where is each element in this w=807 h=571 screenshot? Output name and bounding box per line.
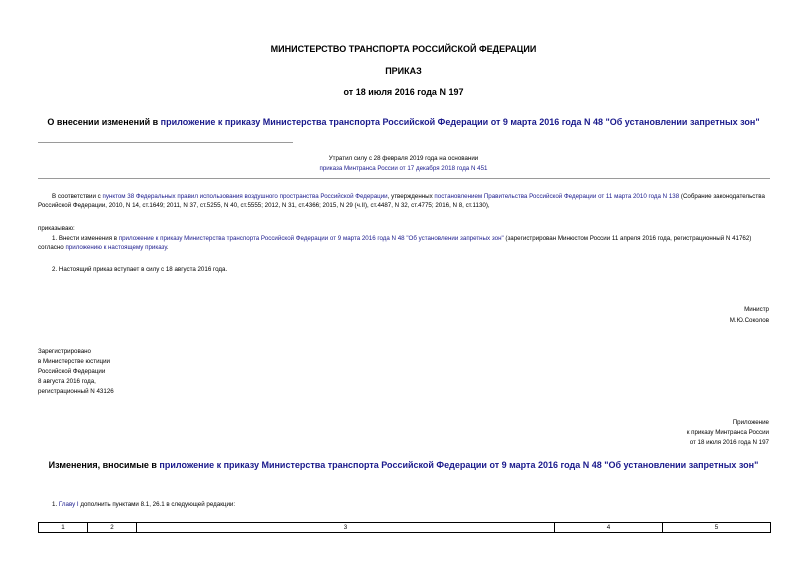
registration-line-4: 8 августа 2016 года,: [38, 378, 96, 385]
preamble-text-1: В соответствии с: [52, 193, 103, 200]
doc-date-number: от 18 июля 2016 года N 197: [343, 87, 464, 97]
table-header-cell: 2: [88, 523, 137, 533]
doc-type-heading: ПРИКАЗ: [385, 66, 422, 76]
appendix-ref-line-2: к приказу Минтранса России: [686, 429, 769, 436]
change-item-1: [52, 500, 235, 509]
table-header-row: [39, 523, 771, 533]
preamble-paragraph: [38, 192, 770, 210]
item-1-link-attachment[interactable]: приложению к настоящему приказу: [65, 244, 167, 251]
change-item-1-link[interactable]: Главу I: [58, 501, 79, 508]
signature-position: Министр: [744, 306, 769, 313]
registration-line-1: Зарегистрировано: [38, 348, 91, 355]
registration-line-3: Российской Федерации: [38, 368, 106, 375]
doc-title: [0, 117, 807, 128]
preamble-text-2: , утвержденных: [387, 193, 435, 200]
status-line: Утратил силу с 28 февраля 2019 года на основании: [328, 155, 479, 162]
item-1-link-appendix[interactable]: приложение к приказу Министерства транспорта Российской Федерации от 9 марта 2016 года N 48 "Об установлении запретных зон": [118, 235, 504, 242]
preamble-text-3: (Собрание законодательства Российской Федерации, 2010, N 14, ст.1649; 2011, N 37, ст.5255, N 40, ст.5555; 2012, N 31, ст.4366; 2015, N 29 (ч.II), ст.4487, N 32, ст.4775; 2016, N 8, ст.1130),: [38, 193, 765, 209]
table-header-cell: 5: [663, 523, 771, 533]
table-header-cell: 1: [39, 523, 88, 533]
item-1-text-3: .: [166, 244, 169, 251]
status-rule-bottom: [38, 178, 770, 179]
ministry-heading: МИНИСТЕРСТВО ТРАНСПОРТА РОССИЙСКОЙ ФЕДЕРАЦИИ: [270, 44, 537, 54]
status-rule-top: [38, 142, 293, 143]
table-header-cell: 4: [555, 523, 663, 533]
item-1-text-1: 1. Внести изменения в: [52, 235, 119, 242]
changes-title: [0, 460, 807, 471]
item-1-text-2: (зарегистрирован Минюстом России 11 апреля 2016 года, регистрационный N 41762) согласно: [38, 235, 752, 251]
item-1: [38, 234, 770, 252]
signature-name: М.Ю.Соколов: [729, 317, 769, 324]
registration-line-5: регистрационный N 43126: [38, 388, 114, 395]
changes-table: [38, 522, 771, 533]
doc-title-link[interactable]: приложение к приказу Министерства транспорта Российской Федерации от 9 марта 2016 года N 48 "Об установлении запретных зон": [160, 117, 760, 127]
preamble-link-decree[interactable]: постановлением Правительства Российской Федерации от 11 марта 2010 года N 138: [434, 193, 680, 200]
order-word: приказываю:: [38, 225, 75, 232]
status-link[interactable]: приказа Минтранса России от 17 декабря 2018 года N 451: [319, 165, 488, 172]
changes-title-prefix: Изменения, вносимые в: [48, 460, 160, 470]
registration-line-2: в Министерстве юстиции: [38, 358, 111, 365]
appendix-ref-line-1: Приложение: [732, 419, 769, 426]
change-item-1-text-1: 1.: [52, 501, 59, 508]
changes-title-link[interactable]: приложение к приказу Министерства транспорта Российской Федерации от 9 марта 2016 года N 48 "Об установлении запретных зон": [159, 460, 759, 470]
change-item-1-text-2: дополнить пунктами 8.1, 26.1 в следующей редакции:: [78, 501, 236, 508]
doc-title-prefix: О внесении изменений в: [47, 117, 161, 127]
preamble-link-rules[interactable]: пунктом 38 Федеральных правил использования воздушного пространства Российской Федерации: [102, 193, 388, 200]
status-link-line: [0, 164, 807, 173]
item-2: 2. Настоящий приказ вступает в силу с 18 августа 2016 года.: [52, 266, 228, 273]
table-header-cell: 3: [137, 523, 555, 533]
appendix-ref-line-3: от 18 июля 2016 года N 197: [689, 439, 769, 446]
